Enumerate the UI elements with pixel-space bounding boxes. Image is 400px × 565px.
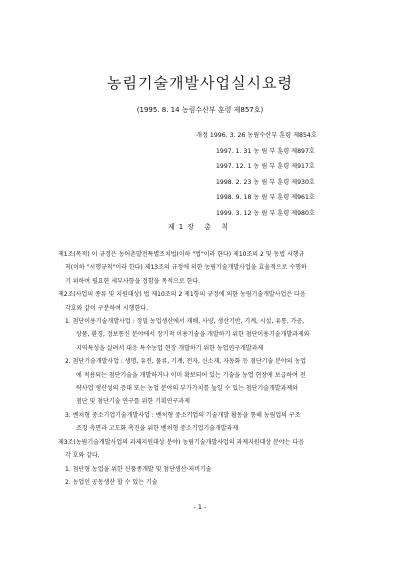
amendment-line: 1998. 9. 18 농 림 부 훈령 제961호 [216, 194, 315, 201]
paragraph-line: 칙(이하 "시행규칙"이라 한다) 제13조의 규정에 의한 농림기술개발사업을 효율적으로 수행하 [65, 264, 307, 272]
amendment-line: 1999. 3. 12 농 림 부 훈령 제980호 [216, 209, 315, 217]
amendment-line: 1997. 12. 1 농 림 부 훈령 제917호 [216, 163, 315, 170]
paragraph-line: 1. 첨단형 농업을 위한 신품종개발 및 첨단생산·저비기술 [65, 465, 212, 473]
paragraph-line: 기 위하여 필요한 세부사항을 정함을 목적으로 한다. [65, 277, 201, 285]
paragraph-line: 2. 농업인 공동생산 할 수 있는 기술 [65, 478, 158, 486]
document-body [58, 248, 358, 489]
paragraph-line: 1. 첨단이용기술개발사업 : 정밀 농업생산에서 재배, 사양, 생산기반, 기계, 시설, 유통, 가공, [65, 318, 305, 326]
paragraph-line: 조정 측면과 고도화 촉진을 위한 벤처형 중소기업기술개발과제 [76, 425, 239, 433]
paragraph-line: 첨단 및 첨단기술 연구를 위한 기획연구과제 [76, 398, 190, 406]
page-number: - 1 - [193, 503, 207, 511]
paragraph-line: 제1조(목적) 이 규정은 농어촌발전특별조치법(이하 "법"이라 한다) 제10조의 2 및 동법 시행규 [58, 251, 305, 258]
paragraph-line: 각 호와 같다. [65, 452, 100, 460]
chapter-heading: 제1장 총 칙 [168, 223, 232, 231]
paragraph-line: 3. 벤처형 중소기업기술개발사업 : 벤처형 중소기업의 기술개발 활동을 통해 농림업의 구조 [65, 411, 301, 419]
document-title: 농림기술개발사업실시요령 [107, 74, 293, 92]
paragraph-line: 지역특성을 살려서 대응 특수농업 현장 개발하기 위한 농업연구개발과제 [76, 344, 264, 352]
amendment-line: 1998. 2. 23 농 림 부 훈령 제930호 [216, 178, 315, 186]
paragraph-line: 상품, 환경, 정보통신 분야에서 장기적 이용기술을 개발하기 위한 첨단이용기술개발과제와 [76, 331, 310, 339]
paragraph-line: 략사업 생산성의 증대 또는 농업 분야의 부가가치를 높일 수 있는 첨단기술개발과제와 [76, 385, 298, 393]
paragraph-line: 제2조(사업의 종류 및 지원대상) 법 제10조의 2 제1항의 규정에 의한 농림기술개발사업은 다음 [58, 291, 306, 299]
amendment-line: 개정 1996. 3. 26 농림수산부 훈령 제854호 [196, 132, 317, 139]
amendment-list [196, 128, 317, 221]
paragraph-line: 2. 첨단기술개발사업 : 생명, 유전, 물류, 기계, 전자, 신소재, 자동화 등 첨단기술 분야의 농업 [65, 358, 307, 366]
amendment-line: 1997. 1. 31 농 림 부 훈령 제897호 [216, 147, 315, 155]
document-subtitle: (1995. 8. 14 농림수산부 훈령 제857호) [136, 106, 264, 114]
paragraph-line: 제3조(농림기술개발사업의 과제지원대상 분야) 농림기술개발사업의 과제지원대상 분야는 다음 [58, 438, 304, 446]
paragraph-line: 각호와 같이 구분하여 시행한다. [65, 304, 148, 312]
paragraph-line: 에 적용되는 첨단기술을 개발하거나 이미 확보되어 있는 기술을 농업 현장에 보급하여 전 [76, 371, 306, 379]
